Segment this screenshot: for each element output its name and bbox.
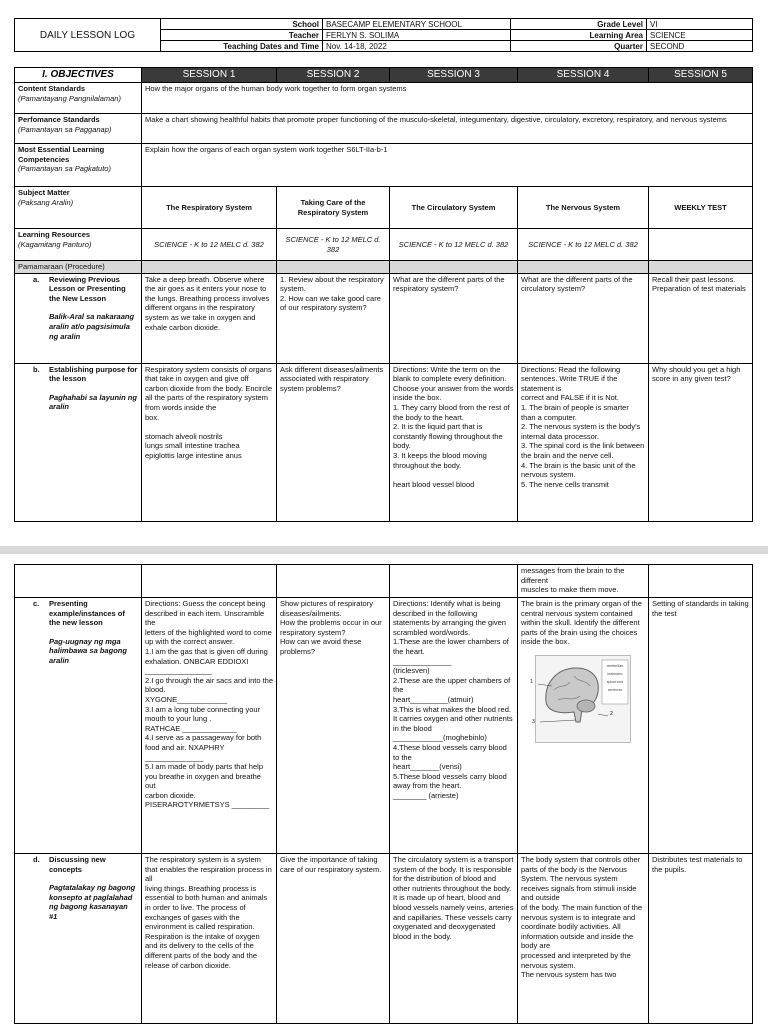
step-d-session-4: The body system that controls other parts of the body is the Nervous System. The nervous system receives signals from stimuli inside and outside of the body. The main function of the nervous system is to integrate and coordinate bodily activities. All information outside and inside the body are processed and interpreted by the nervous system. The nervous system has two xyxy=(518,854,649,1024)
header-table xyxy=(14,18,753,52)
step-c-letter: c. xyxy=(33,599,40,608)
subject-matter-sub: (Paksang Aralin) xyxy=(18,197,74,207)
step-a-session-4: What are the different parts of the circulatory system? xyxy=(518,273,649,363)
step-b-row xyxy=(15,363,753,521)
step-b-label: Establishing purpose for the lesson xyxy=(49,364,138,384)
subject-session-5: WEEKLY TEST xyxy=(649,187,753,229)
step-a-session-1: Take a deep breath. Observe where the air goes as it enters your nose to the lungs. Breathing process involves different organs in the respiratory system as we take in oxygen and exhale carbon dioxide. xyxy=(142,273,277,363)
subject-matter-label: Subject Matter xyxy=(18,188,70,197)
brain-number-3: 3 xyxy=(532,718,535,725)
procedure-row xyxy=(15,261,753,274)
brain-choice: brainstem xyxy=(607,671,623,676)
session-5-header: SESSION 5 xyxy=(649,68,753,83)
teacher-label: Teacher xyxy=(161,30,323,41)
step-a-session-2: 1. Review about the respiratory system. 2. How can we take good care of our respiratory system? xyxy=(277,273,390,363)
step-c-row xyxy=(15,598,753,854)
learning-resources-label: Learning Resources xyxy=(18,230,91,239)
step-b-sub: Paghahabi sa layunin ng aralin xyxy=(49,392,137,412)
brain-choice: cerebellum xyxy=(606,663,624,668)
step-a-session-3: What are the different parts of the respiratory system? xyxy=(390,273,518,363)
quarter-label: Quarter xyxy=(511,41,647,52)
melc-text: Explain how the organs of each organ system work together S6LT-IIa-b-1 xyxy=(142,144,753,187)
step-d-session-5: Distributes test materials to the pupils. xyxy=(649,854,753,1024)
step-d-letter: d. xyxy=(33,855,40,864)
session-1-header: SESSION 1 xyxy=(142,68,277,83)
content-standards-text: How the major organs of the human body work together to form organ systems xyxy=(142,83,753,114)
subject-session-4: The Nervous System xyxy=(518,187,649,229)
step-b-session-1: Respiratory system consists of organs that take in oxygen and give off carbon dioxide from the body. Encircle all the parts of the respiratory system from words inside the box. stomach alveoli nostrils lungs small intestine trachea epiglottis large intestine anus xyxy=(142,363,277,521)
brain-choice: spinal cord xyxy=(606,679,624,684)
step-a-session-5: Recall their past lessons. Preparation of test materials xyxy=(649,273,753,363)
step-c-session-2: Show pictures of respiratory diseases/ailments. How the problems occur in our respiratory system? How can we avoid these problems? xyxy=(277,598,390,854)
subject-session-1: The Respiratory System xyxy=(142,187,277,229)
resources-session-5 xyxy=(649,229,753,261)
resources-session-1: SCIENCE - K to 12 MELC d. 382 xyxy=(142,229,277,261)
step-b-session-2: Ask different diseases/ailments associated with respiratory system problems? xyxy=(277,363,390,521)
step-c-session-4-cell xyxy=(518,598,649,854)
step-a-letter: a. xyxy=(33,274,40,284)
melc-label: Most Essential Learning Competencies xyxy=(18,145,105,164)
school-label: School xyxy=(161,19,323,30)
step-b-session-4-continued: messages from the brain to the different muscles to make them move. xyxy=(518,565,649,598)
objectives-table xyxy=(14,67,753,522)
step-d-sub: Pagtatalakay ng bagong konsepto at paglalahad ng bagong kasanayan #1 xyxy=(49,883,136,921)
performance-standards-text: Make a chart showing healthful habits that promote proper functioning of the musculo-skeletal, integumentary, digestive, circulatory, excretory, respiratory, and nervous systems xyxy=(142,114,753,144)
quarter-value: SECOND xyxy=(647,41,753,52)
dates-label: Teaching Dates and Time xyxy=(161,41,323,52)
grade-value: VI xyxy=(647,19,753,30)
learning-resources-sub: (Kagamitang Panturo) xyxy=(18,239,92,249)
objectives-heading: I. OBJECTIVES xyxy=(15,68,142,83)
dates-value: Nov. 14-18, 2022 xyxy=(323,41,511,52)
procedure-table-continued xyxy=(14,564,753,1024)
melc-row xyxy=(15,144,753,187)
area-value: SCIENCE xyxy=(647,30,753,41)
log-title: DAILY LESSON LOG xyxy=(15,19,161,52)
content-standards-label: Content Standards xyxy=(18,84,86,93)
step-b-letter: b. xyxy=(33,364,40,374)
step-c-session-4: The brain is the primary organ of the central nervous system contained within the skull. Identify the different parts of the brain using the choices inside the box. xyxy=(521,599,642,647)
step-a-label: Reviewing Previous Lesson or Presenting the New Lesson xyxy=(49,274,126,303)
step-d-session-2: Give the importance of taking care of our respiratory system. xyxy=(277,854,390,1024)
step-c-sub: Pag-uugnay ng mga halimbawa sa bagong aralin xyxy=(49,636,127,665)
performance-standards-sub: (Pamantayan sa Pagganap) xyxy=(18,124,112,134)
grade-label: Grade Level xyxy=(511,19,647,30)
session-2-header: SESSION 2 xyxy=(277,68,390,83)
brain-choices-box xyxy=(603,662,627,694)
subject-session-3: The Circulatory System xyxy=(390,187,518,229)
step-c-session-5: Setting of standards in taking the test xyxy=(649,598,753,854)
page-2 xyxy=(0,554,768,1024)
performance-standards-row xyxy=(15,114,753,144)
step-d-session-1: The respiratory system is a system that enables the respiration process in all living things. Breathing process is essential to both human and animals in order to live. The process of exchanges of gases with the environment is called respiration. Respiration is the intake of oxygen and its delivery to the cells of the different parts of the body and the release of carbon dioxide. xyxy=(142,854,277,1024)
subject-matter-row xyxy=(15,187,753,229)
area-label: Learning Area xyxy=(511,30,647,41)
teacher-value: FERLYN S. SOLIMA xyxy=(323,30,511,41)
step-c-session-3: Directions: Identify what is being described in the following statements by arranging the given scrambled word/words. 1.These are the lower chambers of the heart. ______________ (triclesven) 2.These are the upper chambers of the heart_________(atmuir) 3.This is what makes the blood red. It carries oxygen and other nutrients in the blood ____________(moghebinlo) 4.These blood vessels carry blood to the heart_______(vensi) 5.These blood vessels carry blood away from the heart. ________ (arrieste) xyxy=(390,598,518,854)
step-a-row xyxy=(15,273,753,363)
brain-diagram-image xyxy=(530,655,631,743)
brain-choice: cerebrum xyxy=(607,687,623,692)
brain-number-2: 2 xyxy=(610,710,613,717)
content-standards-sub: (Pamantayang Pangnilalaman) xyxy=(18,93,121,103)
step-b-session-5: Why should you get a high score in any given test? xyxy=(649,363,753,521)
step-d-label: Discussing new concepts xyxy=(49,855,106,874)
continuation-row xyxy=(15,565,753,598)
melc-sub: (Pamantayan sa Pagkatuto) xyxy=(18,164,111,174)
step-c-label: Presenting example/instances of the new lesson xyxy=(49,599,125,628)
performance-standards-label: Perfomance Standards xyxy=(18,115,100,124)
step-a-sub: Balik-Aral sa nakaraang aralin at/o pagsisimula ng aralin xyxy=(49,312,135,341)
session-4-header: SESSION 4 xyxy=(518,68,649,83)
step-d-session-3: The circulatory system is a transport system of the body. It is responsible for the distribution of blood and other nutrients throughout the body. It is made up of heart, blood and blood vessels namely veins, arteries and capillaries. These vessels carry oxygenated and deoxygenated blood in the body. xyxy=(390,854,518,1024)
step-c-session-1: Directions: Guess the concept being described in each item. Unscramble the letters of the highlighted word to come up with the correct answer. 1.I am the gas that is given off during exhalation. ONBCAR EDDIOXI ________________ 2.I go through the air sacs and into the blood. XYGONE____________ 3.I am a long tube connecting your mouth to your lung . RATHCAE _____________ 4.I serve as a passageway for both food and air. NXAPHRY ______________ 5.I am made of body parts that help you breathe in oxygen and breathe out carbon dioxide. PISERAROTYRMETSYS _________ xyxy=(142,598,277,854)
step-b-session-3: Directions: Write the term on the blank to complete every definition. Choose your answer from the words inside the box. 1. They carry blood from the rest of the body to the heart. 2. It is the liquid part that is constantly flowing throughout the body. 3. It keeps the blood moving throughout the body. heart blood vessel blood xyxy=(390,363,518,521)
school-value: BASECAMP ELEMENTARY SCHOOL xyxy=(323,19,511,30)
content-standards-row xyxy=(15,83,753,114)
session-3-header: SESSION 3 xyxy=(390,68,518,83)
step-b-session-4: Directions: Read the following sentences. Write TRUE if the statement is correct and FALSE if it is Not. 1. The brain of people is smarter than a computer. 2. The nervous system is the body's internal data processor. 3. The spinal cord is the link between the brain and the nerve cell. 4. The brain is the basic unit of the nervous system. 5. The nerve cells transmit xyxy=(518,363,649,521)
resources-session-4: SCIENCE - K to 12 MELC d. 382 xyxy=(518,229,649,261)
subject-session-2: Taking Care of the Respiratory System xyxy=(277,187,390,229)
resources-session-2: SCIENCE - K to 12 MELC d. 382 xyxy=(277,229,390,261)
procedure-label: Pamamaraan (Procedure) xyxy=(15,261,142,274)
brain-number-1: 1 xyxy=(530,678,533,685)
step-d-row xyxy=(15,854,753,1024)
resources-session-3: SCIENCE - K to 12 MELC d. 382 xyxy=(390,229,518,261)
learning-resources-row xyxy=(15,229,753,261)
